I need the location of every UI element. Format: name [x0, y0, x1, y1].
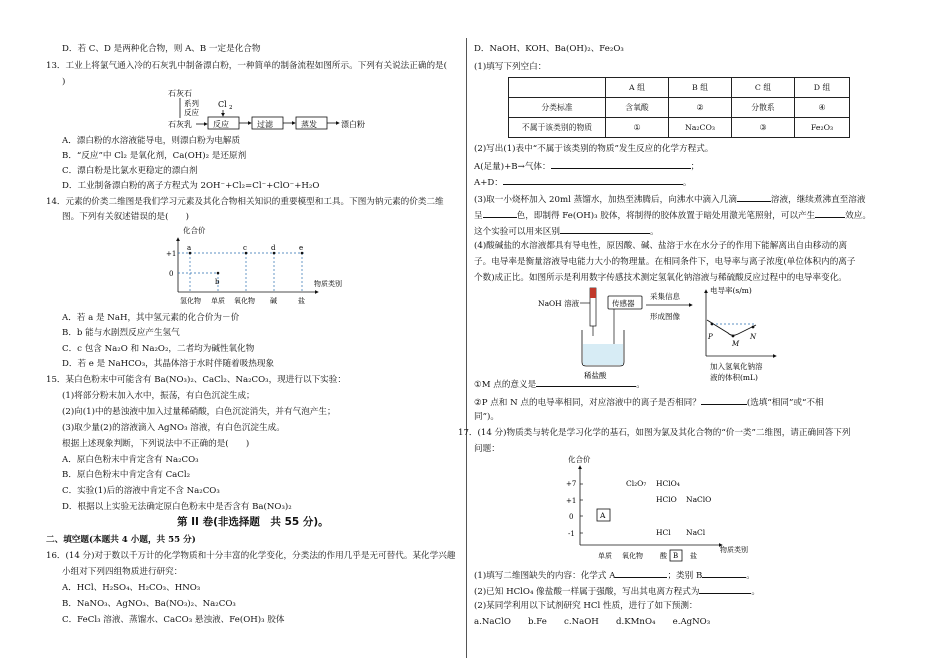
q15-option-c: C．实验(1)后的溶液中肯定不含 Na₂CO₃	[62, 486, 220, 496]
label-n: N	[750, 333, 757, 341]
svg-text:2: 2	[229, 105, 233, 111]
cl-ytick-minus1: -1	[568, 530, 575, 538]
flow-reaction-label: 反应	[184, 108, 199, 117]
na-cat-hydride: 氢化物	[180, 297, 201, 305]
cl-ytick-plus1: +1	[566, 497, 577, 505]
q16-group-d: D．NaOH、KOH、Ba(OH)₂、Fe₂O₃	[474, 44, 624, 54]
cl-item-cl2o7: Cl₂O₇	[626, 479, 647, 488]
q13-option-c: C．漂白粉是比氯水更稳定的漂白剂	[62, 166, 198, 176]
cl-box-a: A	[600, 511, 606, 520]
flow-box-evaporate: 蒸发	[301, 120, 317, 129]
q16-group-a: A．HCl、H₂SO₄、H₂CO₃、HNO₃	[62, 583, 201, 593]
na-ytick-plus1: +1	[166, 250, 177, 258]
q16-part3-line3: 这个实验可以用来区别 。	[474, 227, 659, 237]
q16-part2-a: A(足量)+B→气体： ；	[474, 162, 700, 172]
q14-option-b: B．b 能与水剧烈反应产生氢气	[62, 328, 180, 338]
table-row2-d: Fe₂O₃	[795, 118, 850, 138]
q14-option-a: A．若 a 是 NaH，其中氢元素的化合价为－价	[62, 313, 240, 323]
q14-option-d: D．若 e 是 NaHCO₃，其晶体溶于水时伴随着吸热现象	[62, 359, 275, 369]
cl-box-b: B	[673, 552, 679, 560]
na-label-c: c	[243, 244, 247, 252]
cl-chart-ylabel: 化合价	[568, 455, 591, 464]
q17-stem-2: 问题：	[474, 444, 500, 454]
table-header-b: B 组	[669, 78, 732, 98]
table-row1-b: ②	[669, 98, 732, 118]
table-header-a: A 组	[606, 78, 669, 98]
table-row2-label: 不属于该类别的物质	[509, 118, 606, 138]
na-point-e	[301, 252, 304, 255]
table-row2-a: ①	[606, 118, 669, 138]
table-row1-a: 含氧酸	[606, 98, 669, 118]
na-label-b: b	[215, 278, 220, 286]
na-xlabel: 物质类别	[314, 280, 342, 288]
q16-part4-m: ①M 点的意义是 。	[474, 380, 645, 390]
q16-part2-b: A+D： 。	[474, 178, 692, 188]
cl-item-hclo: HClO	[656, 495, 677, 504]
q17-chlorine-chart	[474, 0, 944, 580]
q15-stem: 15．某白色粉末中可能含有 Ba(NO₃)₂、CaCl₂、Na₂CO₃，现进行以下实验：	[46, 375, 346, 385]
flow-raw-limestone: 石灰石	[168, 89, 192, 98]
q15-option-b: B．原白色粉末中肯定含有 CaCl₂	[62, 470, 191, 480]
cl-cat-acid: 酸	[660, 552, 667, 560]
table-row1-label: 分类标准	[509, 98, 606, 118]
cl-cat-element: 单质	[598, 552, 612, 560]
cl-ytick-plus7: +7	[566, 480, 577, 488]
answer-blank[interactable]	[615, 569, 667, 578]
sensor-label: 传感器	[612, 299, 635, 308]
cl-item-hcl: HCl	[656, 528, 671, 537]
na-label-a: a	[187, 244, 192, 252]
table-header-c: C 组	[732, 78, 795, 98]
cl-item-naclo: NaClO	[686, 495, 712, 504]
q16-part4-line2: 子。电导率是衡量溶液导电能力大小的物理量。在相同条件下，电导率与离子浓度(单位体积内的离子	[474, 257, 856, 267]
q15-option-d: D．根据以上实验无法确定原白色粉末中是否含有 Ba(NO₃)₂	[62, 502, 292, 512]
flow-lime-milk: 石灰乳	[168, 120, 192, 129]
acid-label: 稀盐酸	[584, 371, 607, 380]
flow-cl2: Cl	[218, 100, 227, 109]
q16-group-b: B．NaNO₃、AgNO₃、Ba(NO₃)₂、Na₂CO₃	[62, 599, 236, 609]
label-m: M	[732, 340, 740, 348]
cl-ytick-0: 0	[569, 513, 574, 521]
table-row1-c: 分散系	[732, 98, 795, 118]
flow-box-reaction: 反应	[213, 120, 229, 129]
conductivity-ylabel: 电导率(s/m)	[710, 286, 752, 295]
q15-option-a: A．原白色粉末中肯定含有 Na₂CO₃	[62, 455, 199, 465]
q14-stem-2: 图。下列有关叙述错误的是( )	[62, 212, 190, 222]
q16-group-c: C．FeCl₃ 溶液、蒸馏水、CaCO₃ 悬浊液、Fe(OH)₃ 胶体	[62, 615, 285, 625]
q13-option-b: B．“反应”中 Cl₂ 是氧化剂，Ca(OH)₂ 是还原剂	[62, 151, 247, 161]
na-point-a	[189, 252, 192, 255]
na-chart-ylabel: 化合价	[183, 226, 206, 235]
table-row2-c: ③	[732, 118, 795, 138]
section-title: 二、填空题(本题共 4 小题，共 55 分)	[46, 535, 196, 545]
collect-label: 采集信息	[650, 292, 680, 301]
q15-step-2: (2)向(1)中的悬浊液中加入过量稀硝酸，白色沉淀消失，并有气泡产生；	[62, 407, 336, 417]
table-row2-b: Na₂CO₃	[669, 118, 732, 138]
q17-stem: 17．(14 分)物质类与转化是学习化学的基石，如图为氯及其化合物的“价一类”二维图，请正确回答下列	[458, 428, 851, 438]
flow-product: 漂白粉	[341, 120, 365, 129]
q16-part4-pn-end: 同”)。	[474, 412, 499, 422]
table-row1-d: ④	[795, 98, 850, 118]
q13-stem-end: )	[62, 77, 66, 87]
q17-reagents: a.NaClO b.Fe c.NaOH d.KMnO₄ e.AgNO₃	[474, 617, 711, 627]
q14-option-c: C．c 包含 Na₂O 和 Na₂O₂，二者均为碱性氧化物	[62, 344, 255, 354]
q16-stem: 16．(14 分)对于数以千万计的化学物质和十分丰富的化学变化，分类法的作用几乎是无可替代。某化学兴趣	[46, 551, 456, 561]
q15-step-1: (1)将部分粉末加入水中，振荡，有白色沉淀生成；	[62, 391, 255, 401]
q14-stem: 14．元素的价类二维图是我们学习元素及其化合物相关知识的重要模型和工具。下图为钠元素的价类二维	[46, 197, 444, 207]
column-divider	[466, 38, 467, 658]
cl-item-nacl: NaCl	[686, 528, 706, 537]
naoh-label: NaOH 溶液	[538, 299, 580, 308]
cl-cat-oxide: 氧化物	[622, 552, 643, 560]
q16-part3-line1: (3)取一小烧杯加入 20ml 蒸馏水，加热至沸腾后，向沸水中滴入几滴 溶液，继续煮沸直至溶液	[474, 195, 866, 205]
flow-box-filter: 过滤	[257, 120, 273, 129]
q17-part3: (2)某同学利用以下试剂研究 HCl 性质，进行了如下预测：	[474, 601, 698, 611]
q17-part2: (2)已知 HClO₄ 像盐酸一样属于强酸，写出其电离方程式为 。	[474, 587, 761, 597]
label-p: P	[708, 333, 713, 341]
q14-sodium-chart	[0, 0, 458, 310]
q16-stem-2: 小组对下列四组物质进行研究：	[62, 567, 183, 577]
table-header-d: D 组	[795, 78, 850, 98]
q13-option-d: D．工业制备漂白粉的离子方程式为 2OH⁻+Cl₂=Cl⁻+ClO⁻+H₂O	[62, 181, 320, 191]
form-label: 形成图像	[650, 312, 680, 321]
conductivity-xlabel-1: 加入氢氧化钠溶	[710, 362, 763, 371]
na-ytick-0: 0	[169, 270, 174, 278]
cl-cat-salt: 盐	[690, 552, 697, 560]
na-cat-base: 碱	[270, 297, 277, 305]
flow-series: 系列	[184, 99, 199, 108]
na-point-d	[273, 252, 276, 255]
answer-blank[interactable]	[702, 569, 746, 578]
q16-fill-prompt: (1)填写下列空白：	[474, 62, 547, 72]
q16-part4-line1: (4)酸碱盐的水溶液都具有导电性，原因酸、碱、盐溶于水在水分子的作用下能解离出自由移动的离	[474, 241, 848, 251]
q16-part2: (2)写出(1)表中“不属于该类别的物质”发生反应的化学方程式。	[474, 144, 714, 154]
q15-step-3: (3)取少量(2)的溶液滴入 AgNO₃ 溶液，有白色沉淀生成。	[62, 423, 285, 433]
na-label-e: e	[299, 244, 304, 252]
q17-part1: (1)填写二维图缺失的内容：化学式 A ；类别 B 。	[474, 571, 755, 581]
q13-option-a: A．漂白粉的水溶液能导电，则漂白粉为电解质	[62, 136, 241, 146]
part2-title: 第 II 卷(非选择题 共 55 分)。	[177, 516, 329, 528]
q15-question: 根据上述现象判断，下列说法中不正确的是( )	[62, 439, 250, 449]
na-cat-salt: 盐	[298, 297, 305, 305]
q12-option-d: D．若 C、D 是两种化合物，则 A、B 一定是化合物	[62, 44, 261, 54]
na-point-b	[217, 272, 220, 275]
cl-xlabel: 物质类别	[720, 546, 748, 554]
q13-stem: 13．工业上将氯气通入冷的石灰乳中制备漂白粉，一种简单的制备流程如图所示。下列有关说法正确的是(	[46, 61, 448, 71]
conductivity-xlabel-2: 液的体积(mL)	[710, 373, 758, 382]
q16-part4-pn: ②P 点和 N 点的电导率相同，对应溶液中的离子是否相同？ (选填“相同”或“不相	[474, 398, 824, 408]
na-label-d: d	[271, 244, 276, 252]
answer-blank[interactable]	[699, 585, 751, 594]
cl-item-hclo4: HClO₄	[656, 479, 680, 488]
na-point-c	[245, 252, 248, 255]
q16-part3-line2: 呈 色，即制得 Fe(OH)₃ 胶体，将制得的胶体放置于暗处用激光笔照射，可以产生 效应。	[474, 211, 871, 221]
q16-part4-line3: 个数)成正比。如图所示是利用数字传感技术测定氢氧化钠溶液与稀硫酸反应过程中的电导率变化。	[474, 273, 847, 283]
na-cat-element: 单质	[211, 297, 225, 305]
na-cat-oxide: 氧化物	[234, 297, 255, 305]
